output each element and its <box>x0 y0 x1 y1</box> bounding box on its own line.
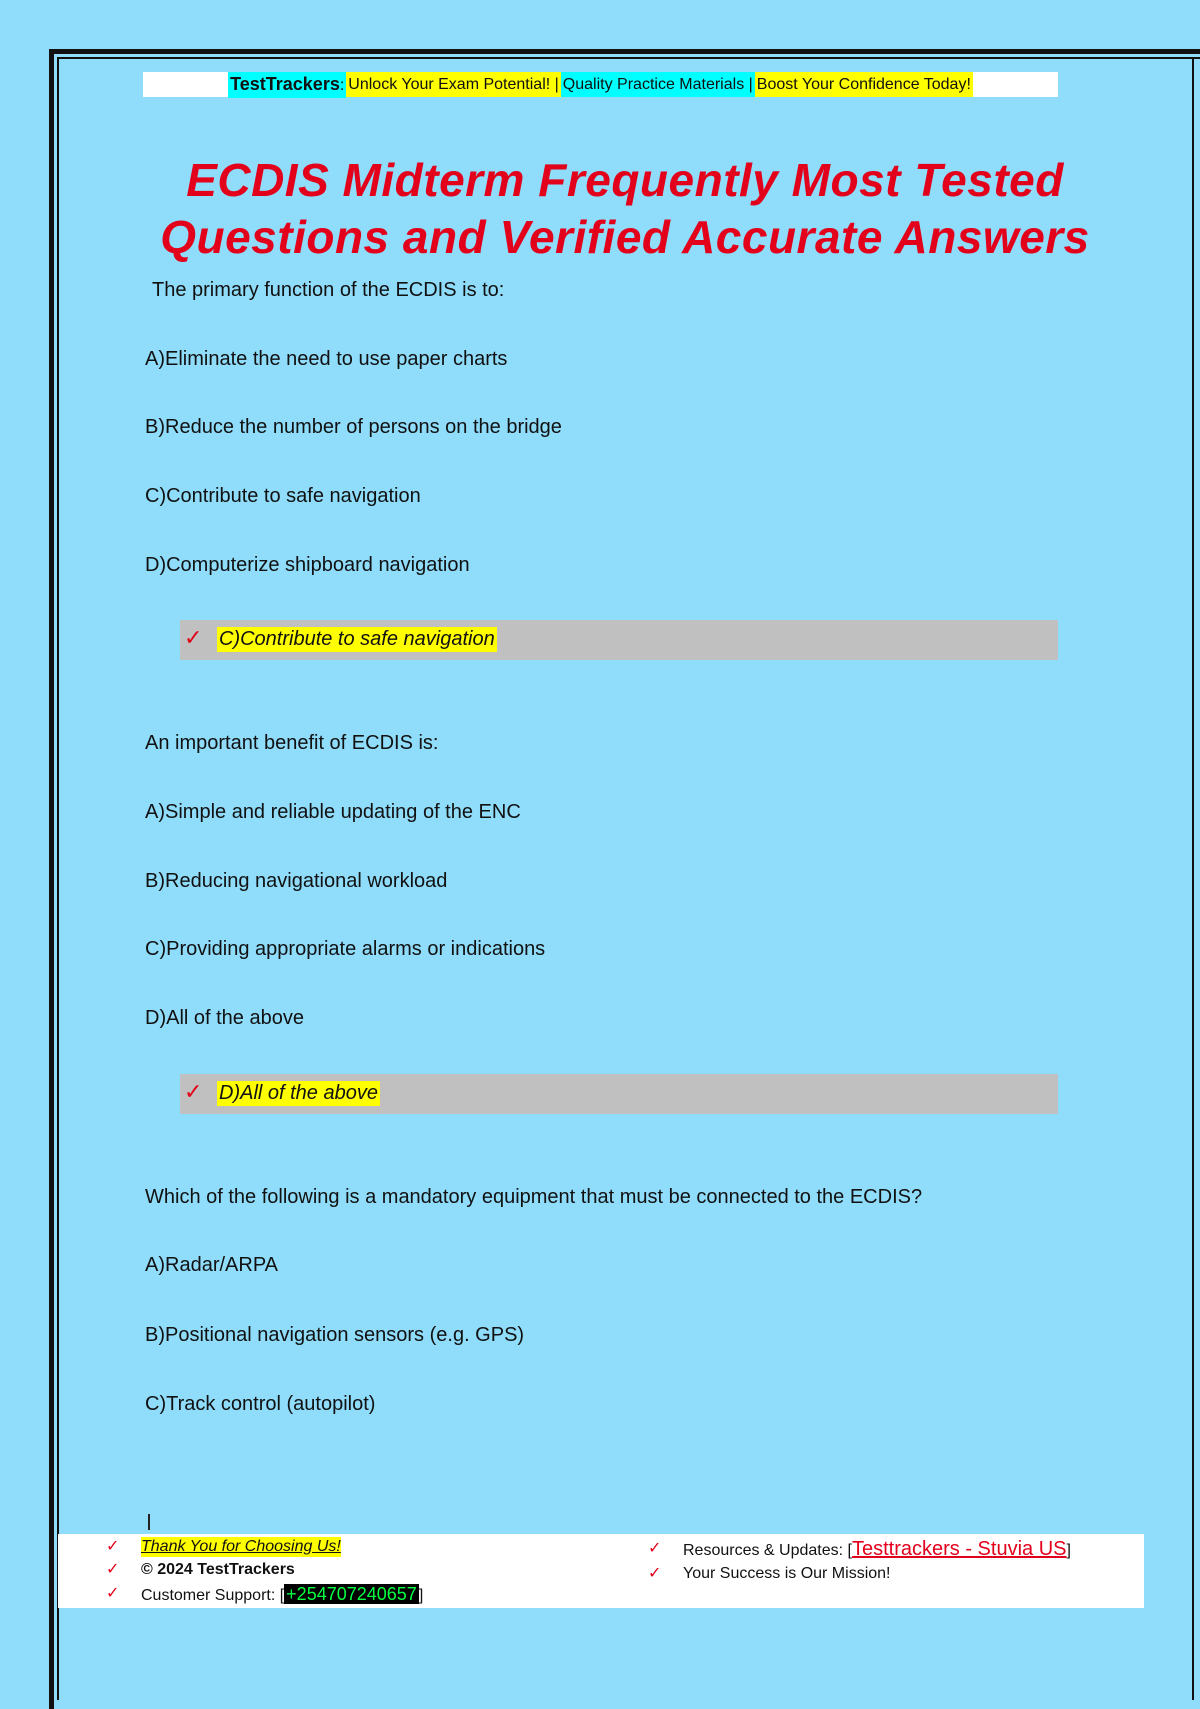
footer <box>58 1534 1144 1608</box>
text-cursor <box>148 1514 150 1530</box>
document-title <box>60 152 1190 266</box>
resources-close: ] <box>1066 1542 1071 1559</box>
support-phone[interactable]: +254707240657 <box>286 1584 417 1604</box>
q1-option-c: C)Contribute to safe navigation <box>145 485 421 507</box>
check-icon: ✓ <box>106 1585 120 1602</box>
banner-colon: : <box>339 76 345 94</box>
q2-answer-bar <box>180 1074 1058 1114</box>
q3-option-a: A)Radar/ARPA <box>145 1254 279 1276</box>
footer-resources <box>683 1539 1071 1561</box>
q3-option-b: B)Positional navigation sensors (e.g. GPS) <box>145 1324 525 1346</box>
banner-seg1: Unlock Your Exam Potential! | <box>346 72 561 97</box>
check-icon: ✓ <box>184 1079 203 1104</box>
question-2: An important benefit of ECDIS is: <box>145 732 439 754</box>
q1-answer-bar <box>180 620 1058 660</box>
q2-option-c: C)Providing appropriate alarms or indications <box>145 938 546 960</box>
promo-banner <box>143 72 1058 97</box>
resources-link[interactable]: Testtrackers - Stuvia US <box>851 1538 1067 1560</box>
check-icon: ✓ <box>106 1561 120 1578</box>
question-3: Which of the following is a mandatory equipment that must be connected to the ECDIS? <box>145 1186 923 1208</box>
footer-mission: Your Success is Our Mission! <box>683 1565 891 1582</box>
banner-brand-wrap <box>228 72 346 98</box>
banner-brand: TestTrackers <box>230 73 340 94</box>
support-close: ] <box>418 1587 424 1604</box>
banner-seg2: Quality Practice Materials | <box>561 72 755 97</box>
q2-option-a: A)Simple and reliable updating of the ENC <box>145 801 521 823</box>
check-icon: ✓ <box>648 1565 662 1582</box>
q2-option-b: B)Reducing navigational workload <box>145 870 448 892</box>
q2-answer: D)All of the above <box>219 1082 378 1104</box>
q1-option-d: D)Computerize shipboard navigation <box>145 554 470 576</box>
q3-option-c: C)Track control (autopilot) <box>145 1393 376 1415</box>
check-icon: ✓ <box>648 1540 662 1557</box>
footer-support <box>141 1584 423 1606</box>
title-line-2: Questions and Verified Accurate Answers <box>160 211 1090 263</box>
resources-label: Resources & Updates: [ <box>683 1542 852 1559</box>
footer-thanks: Thank You for Choosing Us! <box>141 1538 341 1555</box>
q1-option-a: A)Eliminate the need to use paper charts <box>145 348 508 370</box>
check-icon: ✓ <box>184 625 203 650</box>
q2-option-d: D)All of the above <box>145 1007 304 1029</box>
question-1: The primary function of the ECDIS is to: <box>152 279 505 301</box>
q1-option-b: B)Reduce the number of persons on the bridge <box>145 416 562 438</box>
footer-copyright: © 2024 TestTrackers <box>141 1561 295 1578</box>
q1-answer: C)Contribute to safe navigation <box>219 628 495 650</box>
title-line-1: ECDIS Midterm Frequently Most Tested <box>186 154 1064 206</box>
banner-seg3: Boost Your Confidence Today! <box>755 72 973 97</box>
check-icon: ✓ <box>106 1538 120 1555</box>
support-label: Customer Support: [ <box>141 1587 285 1604</box>
page-border-right <box>1192 57 1194 1700</box>
